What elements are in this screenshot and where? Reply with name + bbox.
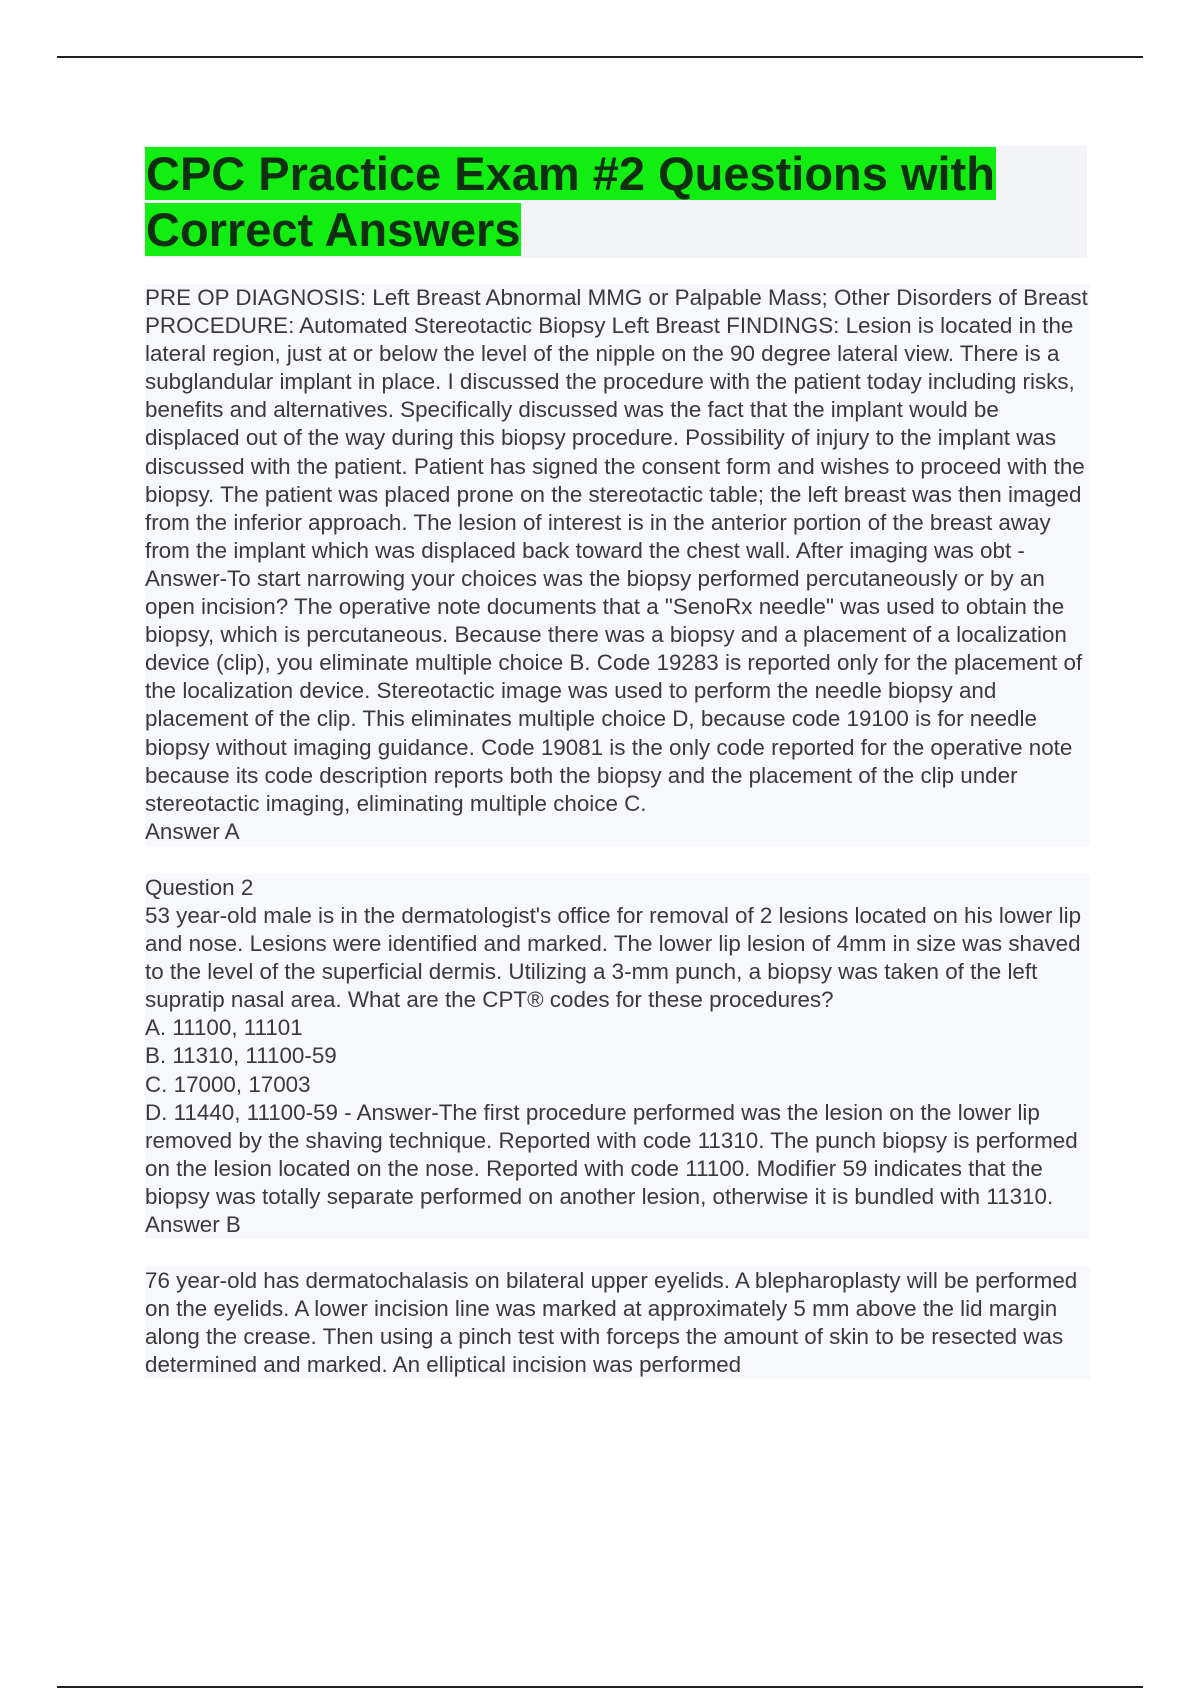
question-1-final-answer: Answer A xyxy=(145,818,240,844)
question-3-block xyxy=(145,1267,1090,1379)
top-rule xyxy=(57,56,1143,58)
question-1-block xyxy=(145,284,1090,846)
bottom-rule xyxy=(57,1686,1143,1688)
title-block xyxy=(145,146,1087,258)
question-2-block xyxy=(145,874,1090,1239)
page-title xyxy=(145,146,1087,258)
title-line-2: Correct Answers xyxy=(146,203,521,256)
question-1-answer-text: PRE OP DIAGNOSIS: Left Breast Abnormal MMG or Palpable Mass; Other Disorders of Breast PROCEDURE: Automated Stereotactic Biopsy Left Breast FINDINGS: Lesion is located in the lateral region, just at or below the level of the nipple on the 90 degree lateral view. There is a subglandular implant in place. I discussed the procedure with the patient today including risks, benefits and alternatives. Specifically discussed was the fact that the implant would be displaced out of the way during this biopsy procedure. Possibility of injury to the implant was discussed with the patient. Patient has signed the consent form and wishes to proceed with the biopsy. The patient was placed prone on the stereotactic table; the left breast was then imaged from the inferior approach. The lesion of interest is in the anterior portion of the breast away from the implant which was displaced back toward the chest wall. After imaging was obt - Answer-To start narrowing your choices was the biopsy performed percutaneously or by an open incision? The operative note documents that a "SenoRx needle" was used to obtain the biopsy, which is percutaneous. Because there was a biopsy and a placement of a localization device (clip), you eliminate multiple choice B. Code 19283 is reported only for the placement of the localization device. Stereotactic image was used to perform the needle biopsy and placement of the clip. This eliminates multiple choice D, because code 19100 is for needle biopsy without imaging guidance. Code 19081 is the only code reported for the operative note because its code description reports both the biopsy and the placement of the clip under stereotactic imaging, eliminating multiple choice C. xyxy=(145,285,1088,816)
question-2-text: 53 year-old male is in the dermatologist's office for removal of 2 lesions located on his lower lip and nose. Lesions were identified and marked. The lower lip lesion of 4mm in size was shaved to the level of the superficial dermis. Utilizing a 3-mm punch, a biopsy was taken of the left supratip nasal area. What are the CPT® codes for these procedures? xyxy=(145,902,1082,1013)
question-2-option-b: B. 11310, 11100-59 xyxy=(145,1043,337,1069)
title-line-1: CPC Practice Exam #2 Questions with xyxy=(146,147,995,200)
question-2-option-d-answer: D. 11440, 11100-59 - Answer-The first procedure performed was the lesion on the lower lip removed by the shaving technique. Reported with code 11310. The punch biopsy is performed on the lesion located on the nose. Reported with code 11100. Modifier 59 indicates that the biopsy was totally separate performed on another lesion, otherwise it is bundled with 11310. Answer B xyxy=(145,1099,1078,1237)
document-body xyxy=(145,284,1090,1379)
question-3-text: 76 year-old has dermatochalasis on bilateral upper eyelids. A blepharoplasty will be performed on the eyelids. A lower incision line was marked at approximately 5 mm above the lid margin along the crease. Then using a pinch test with forceps the amount of skin to be resected was determined and marked. An elliptical incision was performed xyxy=(145,1268,1078,1378)
question-2-option-a: A. 11100, 11101 xyxy=(145,1015,303,1041)
question-2-label: Question 2 xyxy=(145,874,254,900)
question-2-option-c: C. 17000, 17003 xyxy=(145,1071,311,1097)
